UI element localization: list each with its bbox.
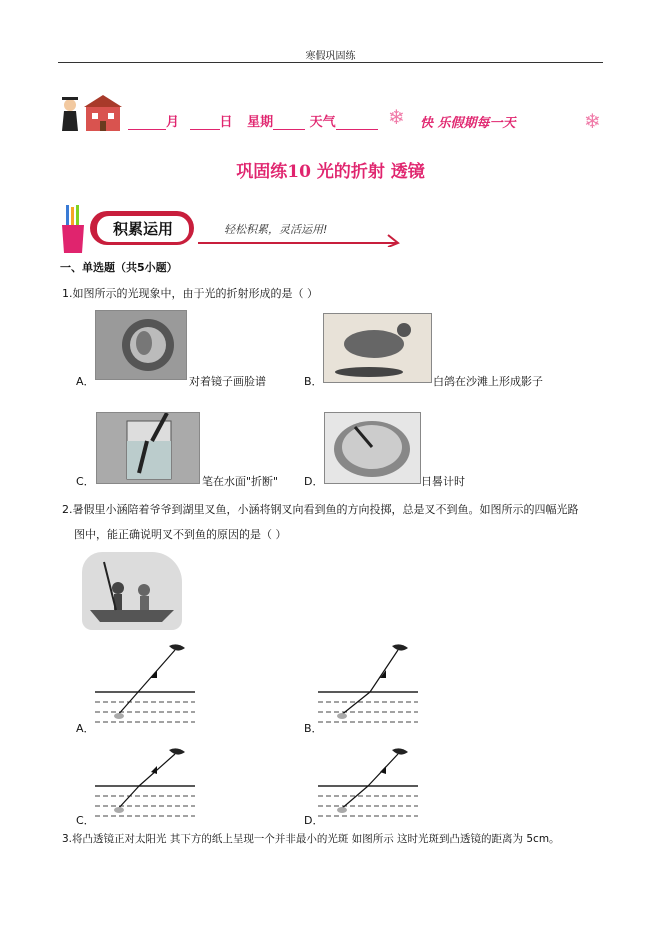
pencil-cup-icon <box>60 205 86 253</box>
q1-option-d-text: 日晷计时 <box>421 475 465 488</box>
section-badge <box>60 205 405 253</box>
ray-diagram-d <box>318 744 418 822</box>
ray-diagram-a <box>95 640 195 728</box>
question-1-stem: 1.如图所示的光现象中，由于光的折射形成的是（ ） <box>62 287 318 300</box>
question-3-stem: 3.将凸透镜正对太阳光 其下方的纸上呈现一个并非最小的光斑 如图所示 这时光斑到凸透镜的距离为 5cm。 <box>62 833 560 845</box>
date-banner <box>58 93 606 135</box>
q1-option-a-text: 对着镜子画脸谱 <box>189 375 266 388</box>
badge-label: 积累运用 <box>96 215 190 243</box>
pigeon-shadow-image <box>323 313 432 383</box>
mask-mirror-image <box>95 310 187 380</box>
question-2-stem-line1: 2.暑假里小涵陪着爷爷到湖里叉鱼，小涵将钢叉向看到鱼的方向投掷，总是叉不到鱼。如图所示的四幅光路 <box>62 503 579 516</box>
q1-option-b-text: 白鸽在沙滩上形成影子 <box>433 375 543 388</box>
q2-option-b-letter: B． <box>304 722 323 735</box>
page-title: 巩固练10 光的折射 透镜 <box>236 162 425 182</box>
q2-option-c-letter: C． <box>76 814 95 827</box>
header-rule <box>58 62 603 63</box>
fishing-boat-image <box>82 552 182 630</box>
pen-in-water-image <box>96 412 200 484</box>
banner-weather: 天气 <box>309 115 336 130</box>
banner-weekday: 星期 <box>247 115 274 130</box>
ray-diagram-c <box>95 744 195 822</box>
q2-option-a-letter: A． <box>76 722 95 735</box>
sundial-image <box>324 412 421 484</box>
snowflake-icon: ❄ <box>584 109 601 133</box>
ray-diagram-b <box>318 640 418 728</box>
banner-slogan: 快 乐假期每一天 <box>420 116 516 131</box>
badge-tagline: 轻松积累，灵活运用! <box>224 223 328 236</box>
question-2-stem-line2: 图中，能正确说明叉不到鱼的原因的是（ ） <box>74 528 287 541</box>
q1-option-c-letter: C． <box>76 475 95 488</box>
q1-option-b-letter: B． <box>304 375 323 388</box>
graduate-school-icon <box>58 93 128 135</box>
q1-option-d-letter: D． <box>304 475 324 488</box>
snowflake-icon: ❄ <box>388 105 405 129</box>
q2-option-d-letter: D． <box>304 814 324 827</box>
q1-option-c-text: 笔在水面"折断" <box>202 475 279 488</box>
banner-day: 日 <box>219 115 233 130</box>
q1-option-a-letter: A． <box>76 375 95 388</box>
section-heading: 一、单选题（共5小题） <box>60 261 178 274</box>
page-header-title: 寒假巩固练 <box>305 51 356 62</box>
arrow-decoration-icon <box>198 233 405 247</box>
banner-month: 月 <box>166 115 180 130</box>
